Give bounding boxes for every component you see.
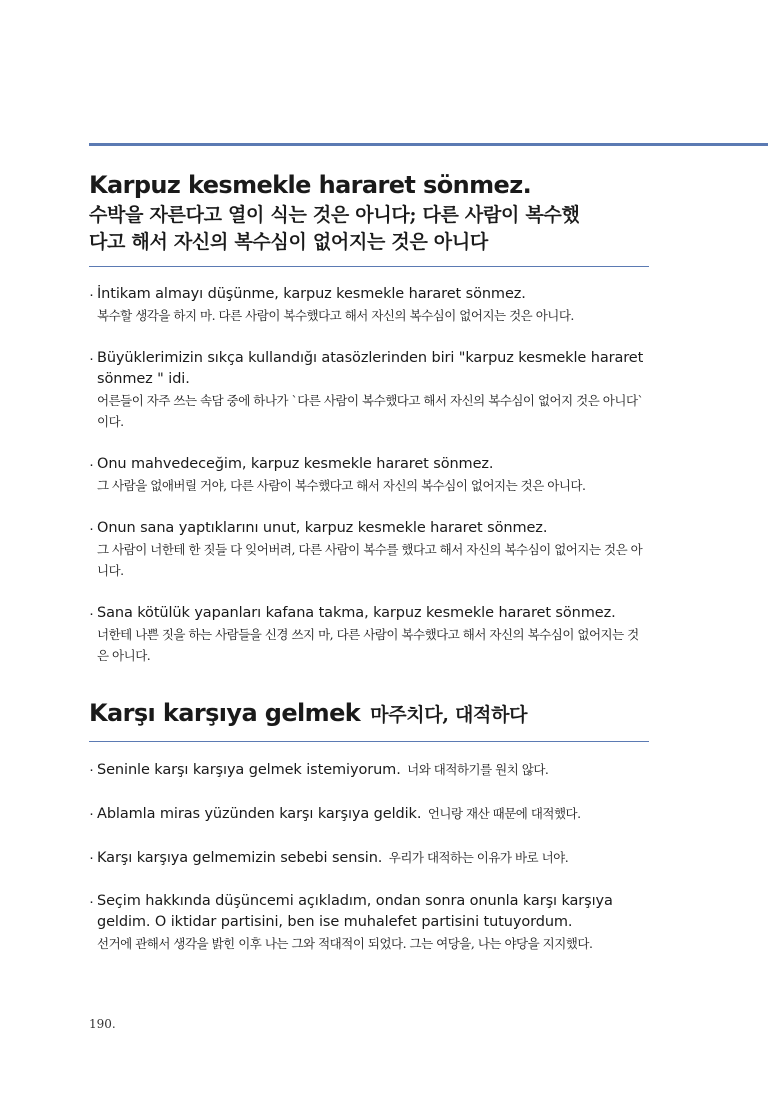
bullet-dot: · <box>89 456 94 473</box>
example-item <box>89 348 649 432</box>
example-item <box>89 518 649 581</box>
example-korean: 어른들이 자주 쓰는 속담 중에 하나가 `다른 사람이 복수했다고 해서 자신의 복수심이 없어지 것은 아니다`이다. <box>97 393 644 429</box>
example-turkish: İntikam almayı düşünme, karpuz kesmekle hararet sönmez. <box>97 286 526 302</box>
idiom-title-korean-line2: 다고 해서 자신의 복수심이 없어지는 것은 아니다 <box>89 231 488 253</box>
idiom-title-korean-line1: 수박을 자른다고 열이 식는 것은 아니다; 다른 사람이 복수했 <box>89 204 580 226</box>
section-karpuz <box>89 170 649 688</box>
example-korean: 복수할 생각을 하지 마. 다른 사람이 복수했다고 해서 자신의 복수심이 없어지는 것은 아니다. <box>97 308 574 323</box>
example-turkish: Onu mahvedeceğim, karpuz kesmekle hararet sönmez. <box>97 456 494 472</box>
bullet-dot: · <box>89 761 94 778</box>
example-turkish: Ablamla miras yüzünden karşı karşıya geldik. <box>97 806 422 822</box>
idiom-title-korean: 마주치다, 대적하다 <box>370 704 528 726</box>
example-korean: 우리가 대적하는 이유가 바로 너야. <box>388 850 569 865</box>
example-korean: 너와 대적하기를 원치 않다. <box>407 762 549 777</box>
example-turkish: Seçim hakkında düşüncemi açıkladım, ondan sonra onunla karşı karşıya geldim. O iktidar partisini, ben ise muhalefet partisini tutuyordum. <box>97 893 613 930</box>
section-divider <box>89 741 649 742</box>
example-list <box>89 759 649 954</box>
example-korean: 그 사람이 너한테 한 짓들 다 잊어버려, 다른 사람이 복수를 했다고 해서 자신의 복수심이 없어지는 것은 아니다. <box>97 542 643 578</box>
idiom-title-turkish: Karpuz kesmekle hararet sönmez. <box>89 171 532 199</box>
example-korean: 그 사람을 없애버릴 거야, 다른 사람이 복수했다고 해서 자신의 복수심이 없어지는 것은 아니다. <box>97 478 586 493</box>
bullet-dot: · <box>89 893 94 910</box>
example-item <box>89 603 649 666</box>
example-list <box>89 284 649 666</box>
bullet-dot: · <box>89 350 94 367</box>
top-rule <box>89 143 768 146</box>
section-divider <box>89 266 649 267</box>
section-karsi-karsiya <box>89 698 649 976</box>
bullet-dot: · <box>89 605 94 622</box>
example-turkish: Sana kötülük yapanları kafana takma, karpuz kesmekle hararet sönmez. <box>97 605 616 621</box>
example-item <box>89 803 649 825</box>
example-korean: 선거에 관해서 생각을 밝힌 이후 나는 그와 적대적이 되었다. 그는 여당을, 나는 야당을 지지했다. <box>97 936 593 951</box>
idiom-title-row <box>89 698 649 729</box>
example-korean: 너한테 나쁜 짓을 하는 사람들을 신경 쓰지 마, 다른 사람이 복수했다고 해서 자신의 복수심이 없어지는 것은 아니다. <box>97 627 639 663</box>
example-turkish: Büyüklerimizin sıkça kullandığı atasözlerinden biri "karpuz kesmekle hararet sönmez " idi. <box>97 350 644 387</box>
example-item <box>89 891 649 954</box>
bullet-dot: · <box>89 849 94 866</box>
example-item <box>89 759 649 781</box>
example-turkish: Onun sana yaptıklarını unut, karpuz kesmekle hararet sönmez. <box>97 520 548 536</box>
example-item <box>89 284 649 326</box>
example-item <box>89 454 649 496</box>
bullet-dot: · <box>89 805 94 822</box>
bullet-dot: · <box>89 286 94 303</box>
bullet-dot: · <box>89 520 94 537</box>
page-number: 190. <box>89 1017 116 1031</box>
idiom-title-turkish: Karşı karşıya gelmek <box>89 699 361 727</box>
example-turkish: Karşı karşıya gelmemizin sebebi sensin. <box>97 850 383 866</box>
example-korean: 언니랑 재산 때문에 대적했다. <box>427 806 581 821</box>
example-turkish: Seninle karşı karşıya gelmek istemiyorum. <box>97 762 401 778</box>
example-item <box>89 847 649 869</box>
